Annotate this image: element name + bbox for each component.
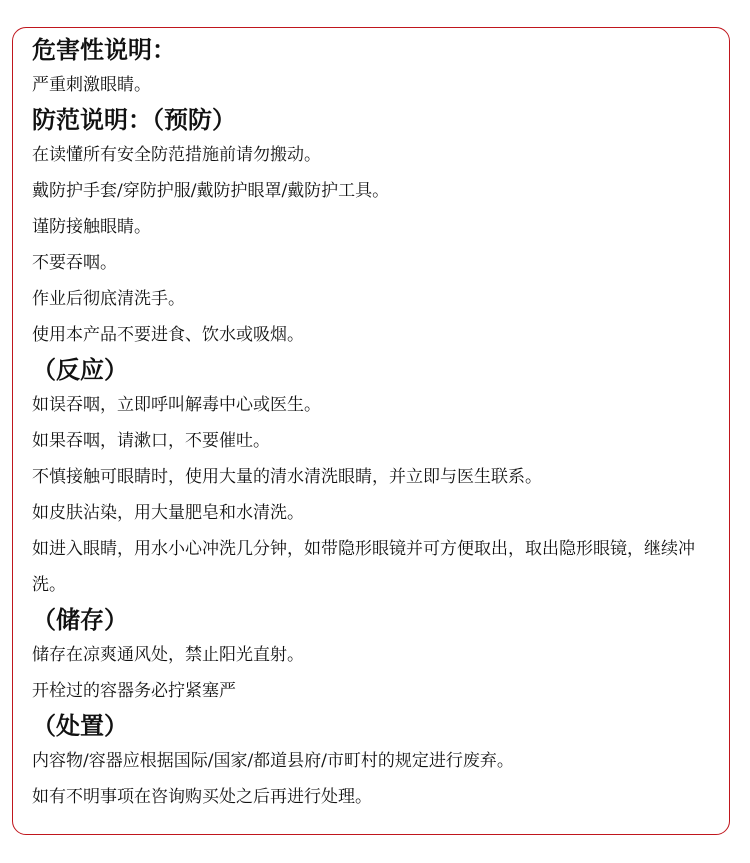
response-line: 如误吞咽，立即呼叫解毒中心或医生。: [32, 395, 321, 415]
precaution-line: 在读懂所有安全防范措施前请勿搬动。: [32, 145, 321, 165]
response-line: 如进入眼睛，用水小心冲洗几分钟，如带隐形眼镜并可方便取出，取出隐形眼镜，继续冲洗。: [32, 539, 695, 595]
precaution-line: 作业后彻底清洗手。: [32, 289, 185, 309]
precaution-line: 戴防护手套/穿防护服/戴防护眼罩/戴防护工具。: [32, 181, 390, 201]
response-line: 如果吞咽，请漱口，不要催吐。: [32, 431, 270, 451]
disposal-line: 如有不明事项在咨询购买处之后再进行处理。: [32, 787, 372, 807]
precaution-line: 谨防接触眼睛。: [32, 217, 151, 237]
safety-text-block: [32, 33, 722, 815]
disposal-heading: （处置）: [32, 711, 128, 740]
precaution-line: 不要吞咽。: [32, 253, 117, 273]
response-heading: （反应）: [32, 355, 128, 384]
response-line: 不慎接触可眼睛时，使用大量的清水清洗眼睛，并立即与医生联系。: [32, 467, 542, 487]
storage-heading: （储存）: [32, 605, 128, 634]
hazard-heading: 危害性说明：: [32, 35, 176, 64]
precaution-heading: 防范说明：（预防）: [32, 105, 236, 134]
disposal-line: 内容物/容器应根据国际/国家/都道县府/市町村的规定进行废弃。: [32, 751, 514, 771]
precaution-line: 使用本产品不要进食、饮水或吸烟。: [32, 325, 304, 345]
hazard-line: 严重刺激眼睛。: [32, 75, 151, 95]
storage-line: 储存在凉爽通风处，禁止阳光直射。: [32, 645, 304, 665]
storage-line: 开栓过的容器务必拧紧塞严: [32, 681, 236, 701]
response-line: 如皮肤沾染，用大量肥皂和水清洗。: [32, 503, 304, 523]
